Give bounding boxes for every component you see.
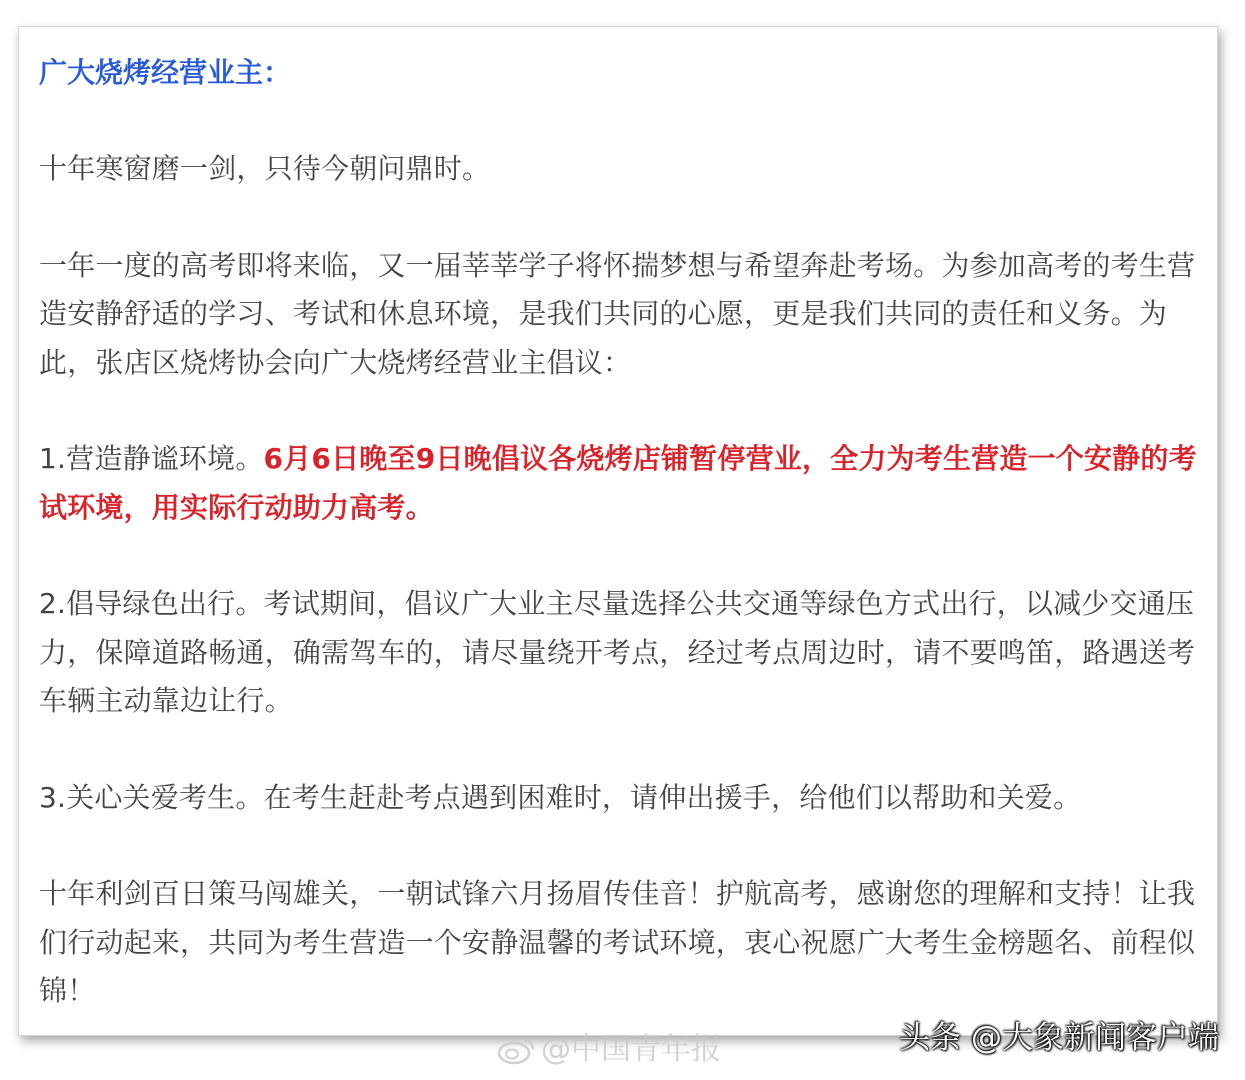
item-1 — [39, 435, 1199, 532]
salutation: 广大烧烤经营业主： — [39, 56, 292, 89]
item-1-prefix: 1.营造静谧环境。 — [39, 442, 264, 475]
item-1-highlight: 6月6日晚至9日晚倡议各烧烤店铺暂停营业，全力为考生营造一个安静的考试环境，用实际行动助力高考。 — [39, 442, 1197, 524]
item-3: 3.关心关爱考生。在考生赶赴考点遇到困难时，请伸出援手，给他们以帮助和关爱。 — [39, 780, 1082, 814]
weibo-watermark — [497, 1030, 721, 1070]
toutiao-watermark: 头条 @大象新闻客户端 — [899, 1020, 1219, 1056]
weibo-icon — [497, 1037, 537, 1065]
weibo-handle: @中国青年报 — [541, 1032, 721, 1067]
item-2: 2.倡导绿色出行。考试期间，倡议广大业主尽量选择公共交通等绿色方式出行，以减少交通压力，保障道路畅通，确需驾车的，请尽量绕开考点，经过考点周边时，请不要鸣笛，路遇送考车辆主动靠边让行。 — [39, 587, 1196, 717]
opening-line: 十年寒窗磨一剑，只待今朝问鼎时。 — [39, 152, 491, 185]
closing-paragraph: 十年利剑百日策马闯雄关，一朝试锋六月扬眉传佳音！护航高考，感谢您的理解和支持！让我们行动起来，共同为考生营造一个安静温馨的考试环境，衷心祝愿广大考生金榜题名、前程似锦！ — [39, 877, 1196, 1007]
notice-card — [18, 26, 1218, 1036]
intro-paragraph: 一年一度的高考即将来临，又一届莘莘学子将怀揣梦想与希望奔赴考场。为参加高考的考生营造安静舒适的学习、考试和休息环境，是我们共同的心愿，更是我们共同的责任和义务。为此，张店区烧烤协会向广大烧烤经营业主倡议： — [39, 248, 1196, 379]
notice-content — [39, 49, 1199, 1064]
